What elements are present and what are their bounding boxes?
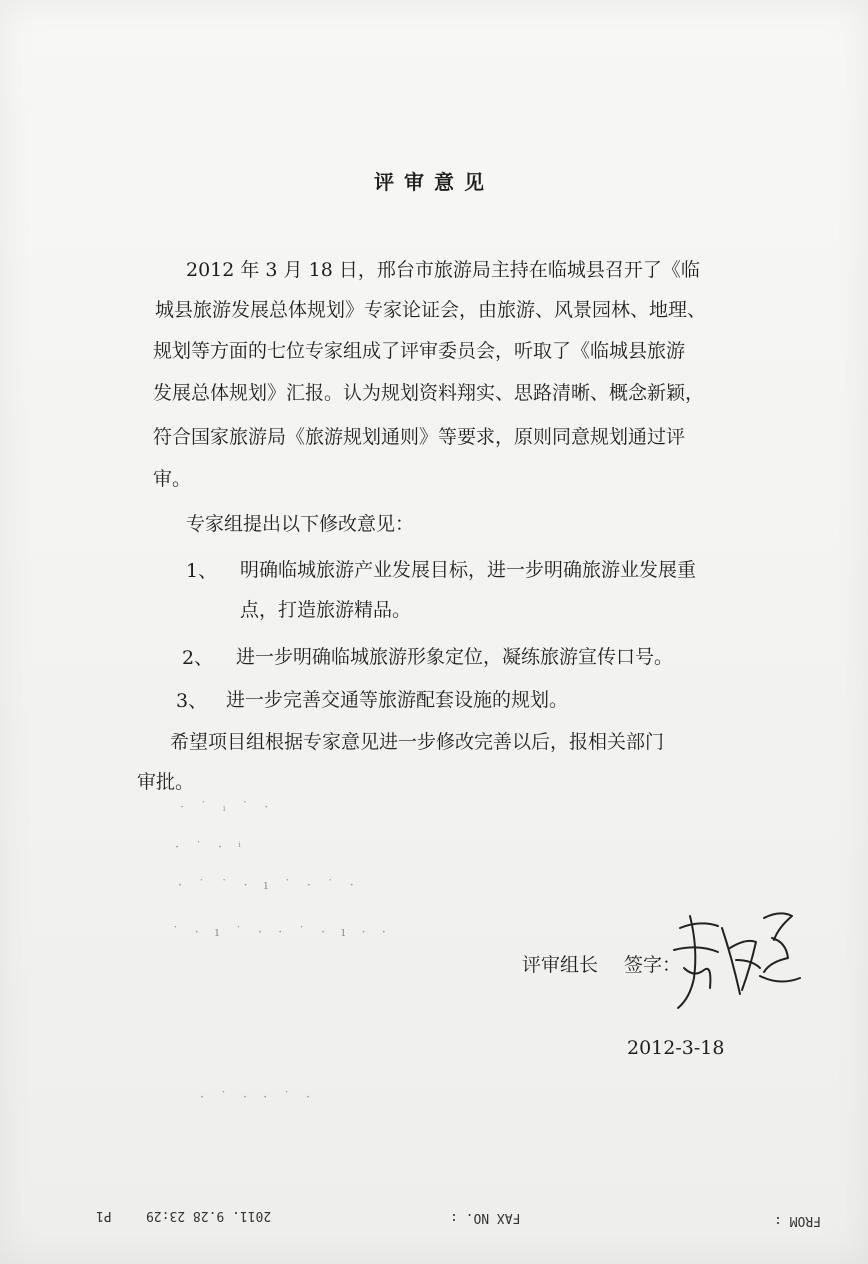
handwritten-signature <box>660 898 810 1028</box>
item-number: 3、 <box>176 690 208 712</box>
closing-line: 审批。 <box>137 771 195 793</box>
signature-date: 2012-3-18 <box>627 1037 725 1059</box>
paragraph-line: 城县旅游发展总体规划》专家论证会，由旅游、风景园林、地理、 <box>155 299 707 321</box>
closing-line: 希望项目组根据专家意见进一步修改完善以后，报相关部门 <box>170 731 665 753</box>
item-text: 明确临城旅游产业发展目标，进一步明确旅游业发展重 <box>240 559 697 581</box>
fax-number-label: FAX NO. : <box>450 1210 521 1225</box>
fax-noise: · ˙ ᵢ ˙ · <box>180 800 275 815</box>
item-text: 进一步明确临城旅游形象定位，凝练旅游宣传口号。 <box>236 646 674 668</box>
fax-noise: · ˙ ˙ · ı ˙ · ˙ · <box>178 878 360 893</box>
paragraph-line: 审。 <box>153 468 192 490</box>
item-number: 2、 <box>182 647 214 669</box>
paragraph-line: 2012 年 3 月 18 日，邢台市旅游局主持在临城县召开了《临 <box>186 259 700 281</box>
paragraph-line: 符合国家旅游局《旅游规划通则》等要求，原则同意规划通过评 <box>153 426 686 448</box>
paragraph-line: 发展总体规划》汇报。认为规划资料翔实、思路清晰、概念新颖， <box>153 382 705 404</box>
document-title: 评审意见 <box>374 170 494 194</box>
fax-from-label: FROM : <box>774 1213 821 1228</box>
fax-page-number: P1 <box>96 1208 112 1223</box>
signature-label: 签字： <box>624 954 682 976</box>
item-text: 点，打造旅游精品。 <box>240 599 412 621</box>
signature-role: 评审组长 <box>522 954 599 976</box>
item-text: 进一步完善交通等旅游配套设施的规划。 <box>226 689 569 711</box>
item-number: 1、 <box>186 560 218 582</box>
fax-noise: · ˙ · ⁱ <box>175 840 247 855</box>
fax-timestamp: 2011. 9.28 23:29 <box>146 1208 272 1223</box>
recommendations-intro: 专家组提出以下修改意见： <box>186 513 415 535</box>
fax-noise: ˙ · ı ˙ · · ˙ · ı · · <box>172 925 392 940</box>
fax-noise: · ˙ · · ˙ · <box>200 1090 317 1105</box>
paragraph-line: 规划等方面的七位专家组成了评审委员会，听取了《临城县旅游 <box>153 340 686 362</box>
